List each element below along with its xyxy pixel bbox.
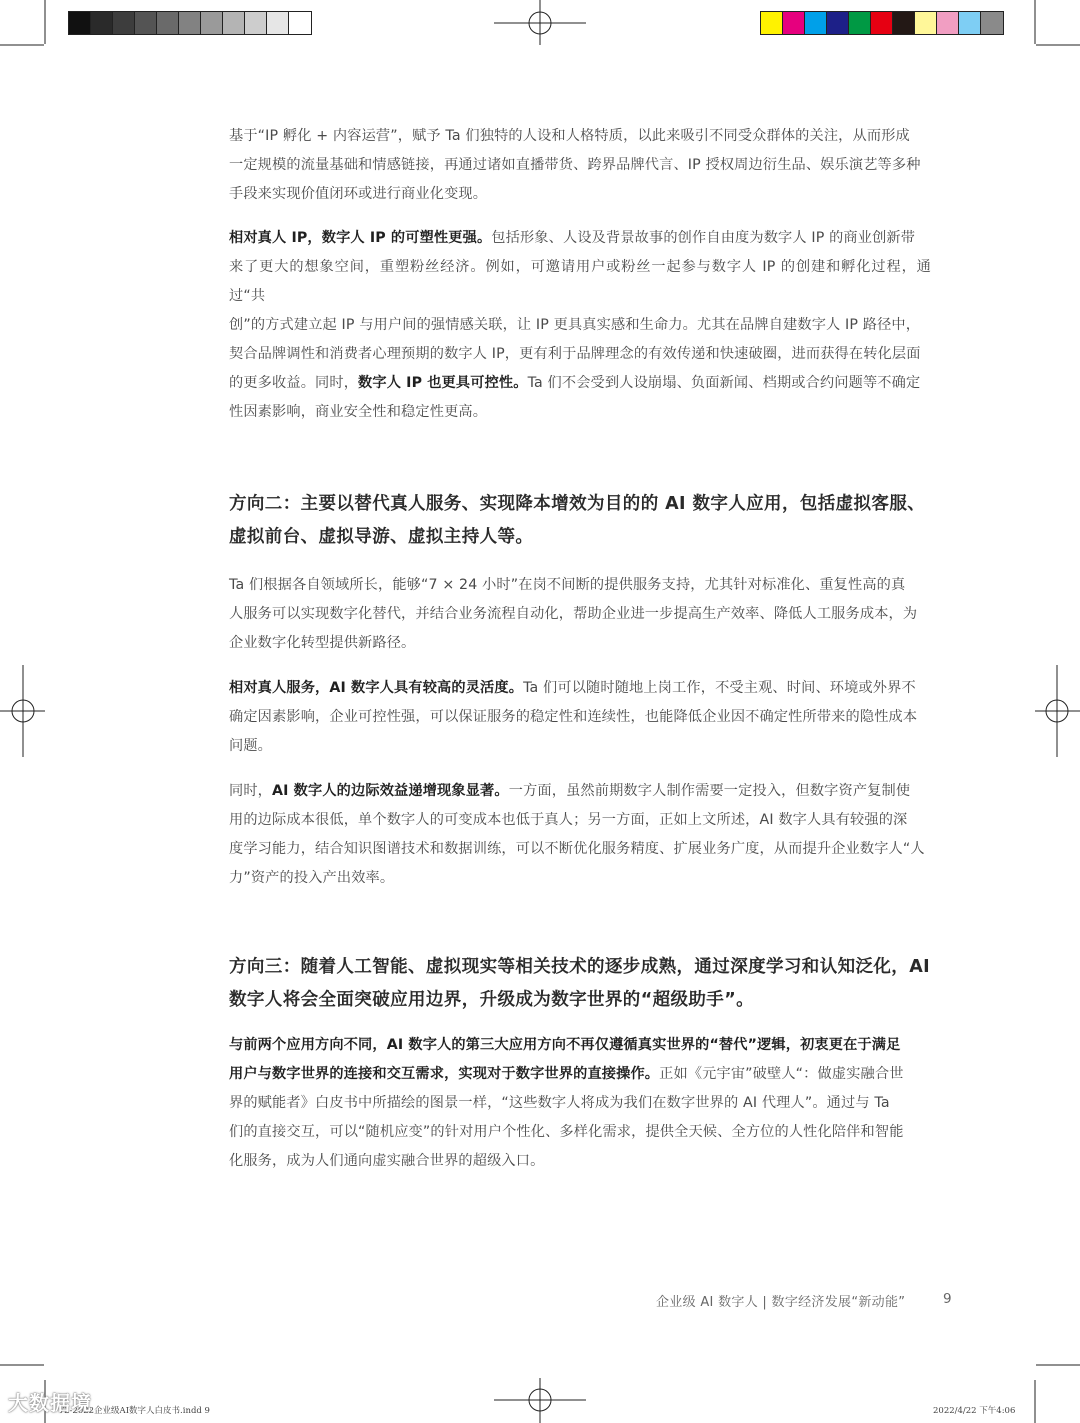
bold-text-run: 相对真人 IP，数字人 IP 的可塑性更强。 [229, 230, 492, 246]
text-run: 度学习能力，结合知识图谱技术和数据训练，可以不断优化服务精度、扩展业务广度，从而提升企业数字人“人 [229, 841, 925, 857]
text-run: 契合品牌调性和消费者心理预期的数字人 IP，更有利于品牌理念的有效传递和快速破圈，进而获得在转化层面 [229, 346, 921, 362]
bold-text-run: 相对真人服务，AI 数字人具有较高的灵活度。 [229, 680, 524, 696]
registration-mark-bottom [494, 1378, 586, 1423]
bold-text-run: 虚拟前台、虚拟导游、虚拟主持人等。 [229, 527, 534, 547]
paragraph-service-replacement [229, 571, 931, 658]
text-run: 创”的方式建立起 IP 与用户间的强情感关联，让 IP 更具真实感和生命力。尤其在品牌自建数字人 IP 路径中， [229, 317, 921, 333]
text-run: 用的边际成本很低，单个数字人的可变成本也低于真人；另一方面，正如上文所述，AI 数字人具有较强的深 [229, 812, 908, 828]
text-line [229, 311, 931, 340]
text-run: 包括形象、人设及背景故事的创作自由度为数字人 IP 的商业创新带 [491, 230, 916, 246]
bold-text-run: 与前两个应用方向不同，AI 数字人的第三大应用方向不再仅遵循真实世界的“替代”逻辑，初衷更在于满足 [229, 1037, 901, 1053]
text-run: 问题。 [229, 738, 273, 754]
text-run: Ta 们根据各自领域所长，能够“7 × 24 小时”在岗不间断的提供服务支持，尤其针对标准化、重复性高的真 [229, 577, 906, 593]
text-run: 一方面，虽然前期数字人制作需要一定投入，但数字资产复制使 [508, 783, 911, 799]
text-line [229, 864, 931, 893]
text-run: 们的直接交互，可以“随机应变”的针对用户个性化、多样化需求，提供全天候、全方位的人性化陪伴和智能 [229, 1124, 904, 1140]
text-run: Ta 们不会受到人设崩塌、负面新闻、档期或合约问题等不确定 [527, 375, 921, 391]
text-run: 来了更大的想象空间，重塑粉丝经济。例如，可邀请用户或粉丝一起参与数字人 IP 的创建和孵化过程，通过“共 [229, 259, 931, 304]
text-run: 企业数字化转型提供新路径。 [229, 635, 416, 651]
text-line [229, 951, 931, 984]
text-line [229, 600, 931, 629]
bold-text-run: 方向二：主要以替代真人服务、实现降本增效为目的的 AI 数字人应用，包括虚拟客服、 [229, 494, 926, 514]
text-line [229, 224, 931, 253]
text-line [229, 398, 931, 427]
text-run: 同时， [229, 783, 273, 799]
bold-text-run: 方向三：随着人工智能、虚拟现实等相关技术的逐步成熟，通过深度学习和认知泛化，AI [229, 957, 931, 977]
paragraph-flexibility [229, 674, 931, 761]
text-line [229, 253, 931, 311]
text-run: 确定因素影响，企业可控性强，可以保证服务的稳定性和连续性，也能降低企业因不确定性所带来的隐性成本 [229, 709, 918, 725]
paragraph-ip-plasticity [229, 224, 931, 427]
text-line [229, 369, 931, 398]
text-line [229, 629, 931, 658]
text-run: 基于“IP 孵化 + 内容运营”，赋予 Ta 们独特的人设和人格特质，以此来吸引不同受众群体的关注，从而形成 [229, 128, 910, 144]
text-run: 界的赋能者》白皮书中所描绘的图景一样，“这些数字人将成为我们在数字世界的 AI 代理人”。通过与 Ta [229, 1095, 890, 1111]
text-run: Ta 们可以随时随地上岗工作，不受主观、时间、环境或外界不 [523, 680, 916, 696]
text-line [229, 674, 931, 703]
text-run: 正如《元宇宙”破壁人“：做虚实融合世 [659, 1066, 904, 1082]
page-content [229, 122, 931, 1176]
text-line [229, 122, 931, 151]
text-line [229, 151, 931, 180]
text-line [229, 835, 931, 864]
heading-direction-three [229, 951, 931, 1017]
text-line [229, 571, 931, 600]
text-line [229, 340, 931, 369]
print-slug-timestamp: 2022/4/22 下午4:06 [933, 1406, 1016, 1416]
text-line [229, 1031, 931, 1060]
text-run: 力”资产的投入产出效率。 [229, 870, 395, 886]
text-line [229, 488, 931, 521]
registration-mark-right [1035, 665, 1080, 757]
bold-text-run: AI 数字人的边际效益递增现象显著。 [272, 783, 509, 799]
text-line [229, 703, 931, 732]
text-line [229, 806, 931, 835]
text-run: 人服务可以实现数字化替代，并结合业务流程自动化，帮助企业进一步提高生产效率、降低人工服务成本，为 [229, 606, 918, 622]
heading-direction-two [229, 488, 931, 554]
bold-text-run: 数字人 IP 也更具可控性。 [358, 375, 528, 391]
print-slug-filename: V2-2022企业级AI数字人白皮书.indd 9 [58, 1406, 210, 1416]
registration-mark-left [0, 665, 45, 757]
text-line [229, 1089, 931, 1118]
text-line [229, 732, 931, 761]
running-footer-title: 企业级 AI 数字人 | 数字经济发展“新动能” [656, 1295, 906, 1310]
text-line [229, 1060, 931, 1089]
text-run: 化服务，成为人们通向虚实融合世界的超级入口。 [229, 1153, 545, 1169]
text-line [229, 1118, 931, 1147]
page-number: 9 [943, 1291, 952, 1307]
text-line [229, 180, 931, 209]
watermark-logo: 大数据境 [8, 1391, 92, 1415]
text-run: 性因素影响，商业安全性和稳定性更高。 [229, 404, 488, 420]
paragraph-ip-incubation [229, 122, 931, 209]
paragraph-marginal-benefit [229, 777, 931, 893]
text-line [229, 777, 931, 806]
bold-text-run: 数字人将会全面突破应用边界，升级成为数字世界的“超级助手”。 [229, 990, 755, 1010]
registration-mark-top [494, 0, 586, 45]
text-run: 手段来实现价值闭环或进行商业化变现。 [229, 186, 488, 202]
text-run: 一定规模的流量基础和情感链接，再通过诸如直播带货、跨界品牌代言、IP 授权周边衍生品、娱乐演艺等多种 [229, 157, 921, 173]
text-line [229, 1147, 931, 1176]
text-line [229, 521, 931, 554]
text-run: 的更多收益。同时， [229, 375, 359, 391]
text-line [229, 984, 931, 1017]
paragraph-super-assistant [229, 1031, 931, 1176]
bold-text-run: 用户与数字世界的连接和交互需求，实现对于数字世界的直接操作。 [229, 1066, 660, 1082]
